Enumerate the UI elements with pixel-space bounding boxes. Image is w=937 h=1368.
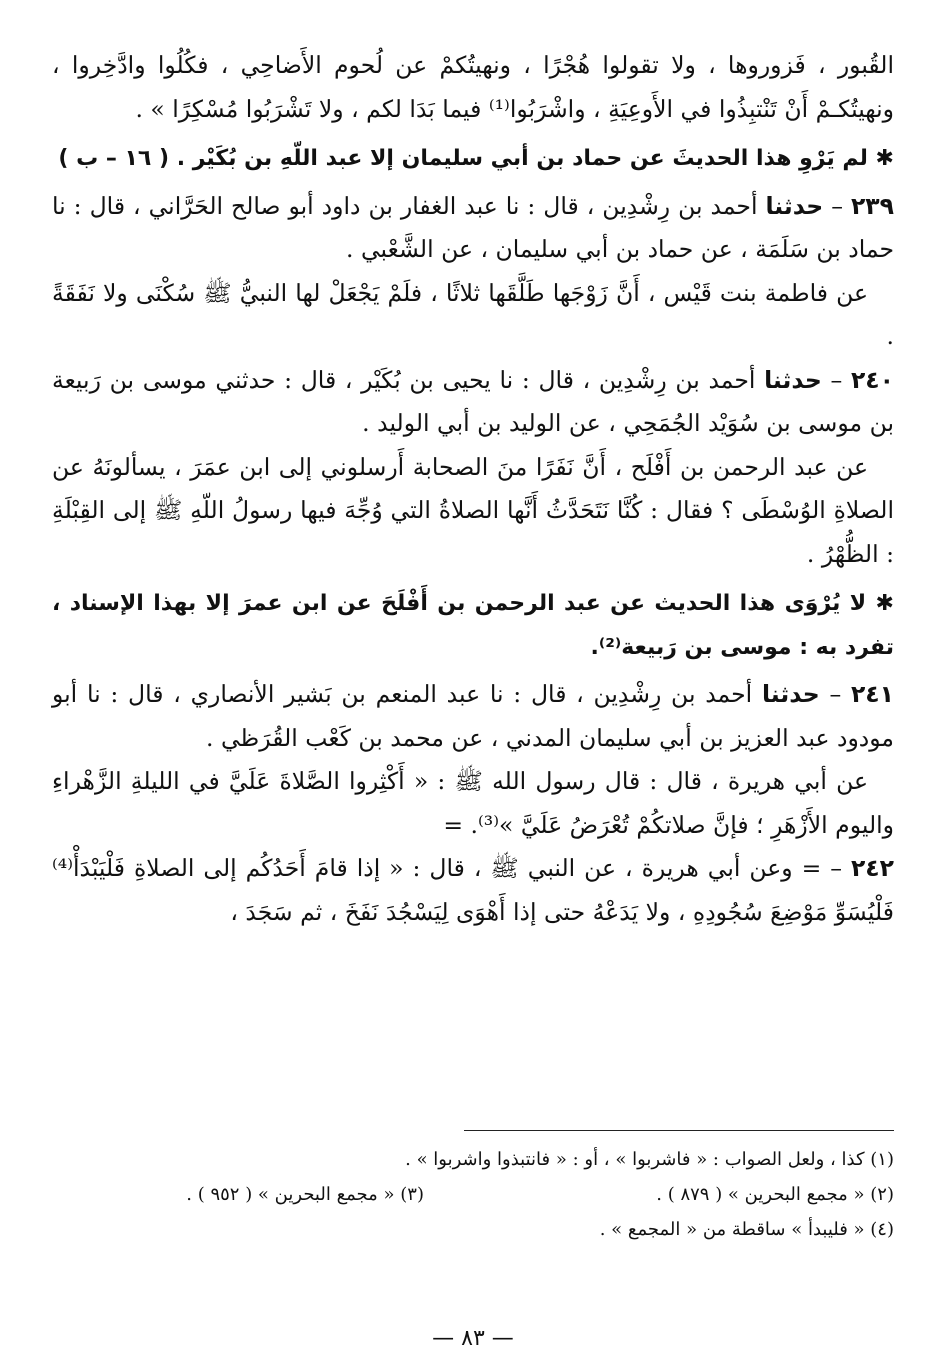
hadith-241-isnad bbox=[52, 673, 894, 760]
book-page bbox=[52, 44, 894, 1351]
paragraph-continuation: القُبور ، فَزوروها ، ولا تقولوا هُجْرًا ، ونهيتُكمْ عن لُحوم الأَضاحِي ، فكُلُوا وادَّخِروا ، ونهيتُكـمْ أَنْ تَنْتبِذُوا في الأَوعِيَةِ ، واشْرَبُوا⁽¹⁾ فيما بَدَا لكم ، ولا تَشْرَبُوا مُسْكِرًا » . bbox=[52, 51, 894, 123]
hadith-241-matn: عن أبي هريرة ، قال : قال رسول الله ﷺ : « أَكْثِروا الصَّلاةَ عَلَيَّ في الليلةِ الزَّهْراءِ واليوم الأَزْهَرِ ؛ فإنَّ صلاتكُمْ تُعْرَضُ عَلَيَّ »⁽³⁾. = bbox=[52, 767, 894, 839]
hadith-isnad-text: أحمد بن رِشْدِين ، قال : نا عبد الغفار بن داود أبو صالح الحَرَّاني ، قال : نا حماد بن سَلَمَة ، عن حماد بن أبي سليمان ، عن الشَّعْبي . bbox=[52, 191, 894, 263]
hadith-239-isnad bbox=[52, 185, 894, 272]
hadith-number: ٢٤٠ bbox=[850, 365, 894, 394]
hadith-number: ٢٣٩ bbox=[850, 191, 894, 220]
narrator-note-1: ✱ لم يَرْوِ هذا الحديثَ عن حماد بن أبي سليمان إلا عبد اللّهِ بن بُكَيْر . ( ١٦ – ب ) bbox=[58, 146, 894, 171]
main-text bbox=[52, 44, 894, 934]
footnote-row bbox=[52, 1142, 894, 1177]
footnote-row bbox=[52, 1177, 894, 1212]
hadith-isnad-text: أحمد بن رِشْدِين ، قال : نا يحيى بن بُكَيْر ، قال : حدثني موسى بن رَبيعة بن موسى بن سُوَيْد الجُمَحِي ، عن الوليد بن أبي الوليد . bbox=[52, 365, 894, 437]
footnotes bbox=[52, 1142, 894, 1247]
haddathana-word: حدثنا bbox=[761, 680, 820, 708]
page-number: — ٨٣ — bbox=[432, 1326, 514, 1351]
hadith-239-matn: عن فاطمة بنت قَيْس ، أَنَّ زَوْجَها طَلَّقَها ثلاثًا ، فلَمْ يَجْعَلْ لها النبيُّ ﷺ سُكْنَى ولا نَفَقَةً . bbox=[52, 278, 894, 350]
hadith-240-isnad bbox=[52, 359, 894, 446]
footnote-3: (٣) « مجمع البحرين » ( ٩٥٢ ) . bbox=[186, 1184, 424, 1205]
hadith-text: وعن أبي هريرة ، عن النبي ﷺ ، قال : « إذا قامَ أَحَدُكُم إلى الصلاةِ فَلْيَبْدَأْ⁽⁴⁾ فَلْيُسَوِّ مَوْضِعَ سُجُودِهِ ، ولا يَدَعْهُ حتى إذا أَهْوَى لِيَسْجُدَ نَفَخَ ، ثم سَجَدَ ، bbox=[52, 854, 894, 926]
hadith-number: ٢٤١ bbox=[850, 680, 894, 708]
hadith-dash: – = bbox=[792, 854, 851, 882]
haddathana-word: حدثنا bbox=[764, 365, 822, 394]
hadith-dash: – bbox=[819, 680, 851, 708]
footnote-divider bbox=[464, 1130, 894, 1131]
hadith-242 bbox=[52, 847, 894, 934]
hadith-240-matn: عن عبد الرحمن بن أَفْلَح ، أَنَّ نَفَرًا منَ الصحابة أَرسلوني إلى ابن عمَرَ ، يسألونَهُ عن الصلاةِ الوُسْطَى ؟ فقال : كُنَّا نَتَحَدَّثُ أَنَّها الصلاةُ التي وُجِّهَ فيها رسولُ اللّهِ ﷺ إلى القِبْلَةِ : الظُّهْرُ . bbox=[52, 452, 894, 568]
hadith-dash: – bbox=[823, 191, 851, 220]
narrator-note-2: ✱ لا يُرْوَى هذا الحديث عن عبد الرحمن بن أَفْلَحَ عن ابن عمرَ إلا بهذا الإسناد ، تفرد به : موسى بن رَبيعة⁽²⁾. bbox=[52, 591, 894, 660]
hadith-number: ٢٤٢ bbox=[850, 854, 894, 882]
haddathana-word: حدثنا bbox=[765, 191, 824, 220]
hadith-dash: – bbox=[821, 365, 851, 394]
hadith-isnad-text: أحمد بن رِشْدِين ، قال : نا عبد المنعم بن بَشير الأنصاري ، قال : نا أبو مودود عبد العزيز بن أبي سليمان المدني ، عن محمد بن كَعْب القُرَظي . bbox=[52, 680, 894, 752]
footnote-4: (٤) « فليبدأ » ساقطة من « المجمع » . bbox=[599, 1219, 894, 1240]
footnote-1: (١) كذا ، ولعل الصواب : « فاشربوا » ، أو : « فانتبذوا واشربوا » . bbox=[405, 1149, 894, 1170]
footnote-2: (٢) « مجمع البحرين » ( ٨٧٩ ) . bbox=[656, 1184, 894, 1205]
footnote-row bbox=[52, 1212, 894, 1247]
